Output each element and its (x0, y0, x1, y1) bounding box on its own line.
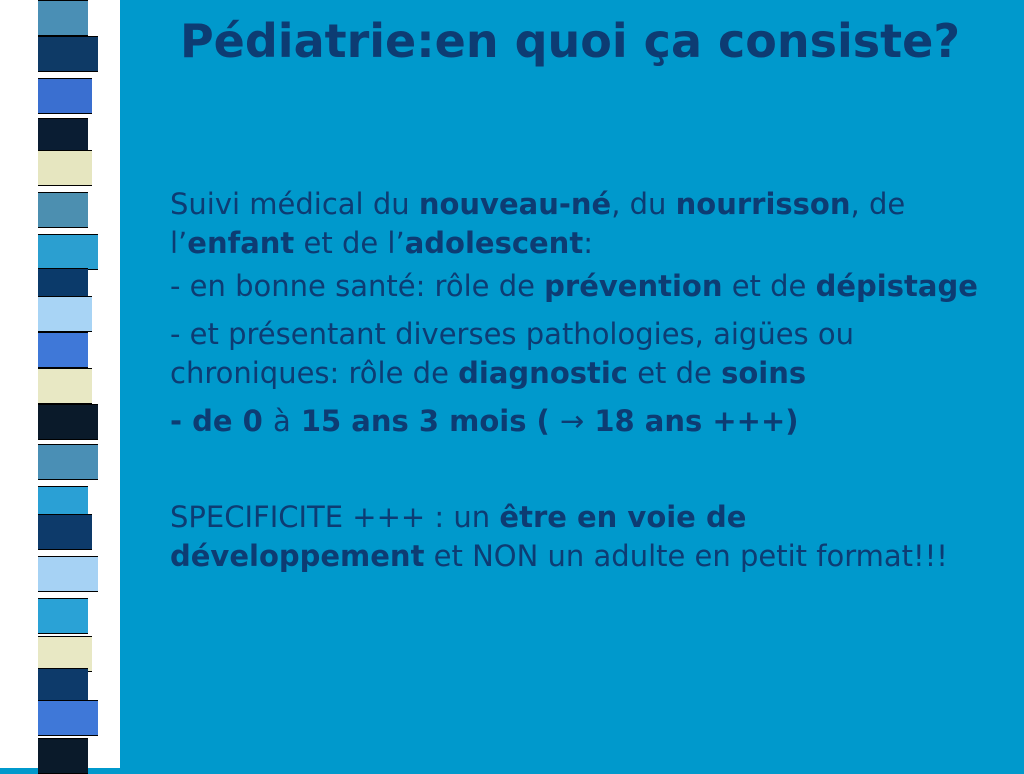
decorative-side-panel (0, 0, 120, 768)
stripe (38, 514, 92, 550)
stripe (38, 192, 88, 228)
bold-term: nouveau-né (418, 187, 612, 221)
bold-term: être en voie de développement (170, 500, 747, 573)
stripe (38, 150, 92, 186)
stripe (38, 444, 98, 480)
text: , de l’ (170, 187, 906, 260)
stripe (38, 234, 98, 270)
stripe (38, 368, 92, 404)
arrow-icon: → (559, 404, 585, 438)
stripe (38, 296, 92, 332)
bold-term: adolescent (404, 226, 584, 260)
bold-term: nourrisson (675, 187, 851, 221)
bold-term: enfant (187, 226, 295, 260)
text: à (272, 404, 291, 438)
text: - en bonne santé: rôle de (170, 269, 545, 303)
stripe (38, 700, 98, 736)
bold-term: dépistage (815, 269, 978, 303)
bold-term: 18 ans +++) (584, 404, 799, 438)
bold-term: diagnostic (458, 356, 628, 390)
paragraph-age-range (170, 402, 990, 441)
text: et de (628, 356, 722, 390)
bold-term: - de 0 (170, 404, 273, 438)
text: et de l’ (294, 226, 405, 260)
bold-term: soins (721, 356, 807, 390)
paragraph-pathologies (170, 315, 990, 393)
text: - et présentant diverses pathologies, aigües ou chroniques: rôle de (170, 317, 854, 390)
text: et NON un adulte en petit format!!! (424, 539, 948, 573)
paragraph-specificity (170, 498, 990, 576)
slide-body (170, 185, 990, 585)
stripe (38, 738, 88, 774)
stripe (38, 404, 98, 440)
stripe (38, 598, 88, 634)
text: Suivi médical du (170, 187, 419, 221)
stripe (38, 556, 98, 592)
text: SPECIFICITE +++ : un (170, 500, 500, 534)
stripe (38, 668, 88, 704)
stripe (38, 78, 92, 114)
spacer (170, 450, 990, 498)
stripe (38, 332, 88, 368)
text: : (583, 226, 593, 260)
stripe (38, 36, 98, 72)
paragraph-healthy (170, 267, 990, 306)
bold-term: 15 ans 3 mois ( (290, 404, 560, 438)
stripe (38, 118, 88, 154)
bold-term: prévention (544, 269, 723, 303)
text: et de (722, 269, 816, 303)
decorative-stripes (38, 0, 98, 768)
stripe (38, 636, 92, 672)
slide-title: Pédiatrie:en quoi ça consiste? (179, 14, 961, 68)
text: , du (611, 187, 676, 221)
stripe (38, 0, 88, 36)
paragraph-follow-up (170, 185, 990, 263)
